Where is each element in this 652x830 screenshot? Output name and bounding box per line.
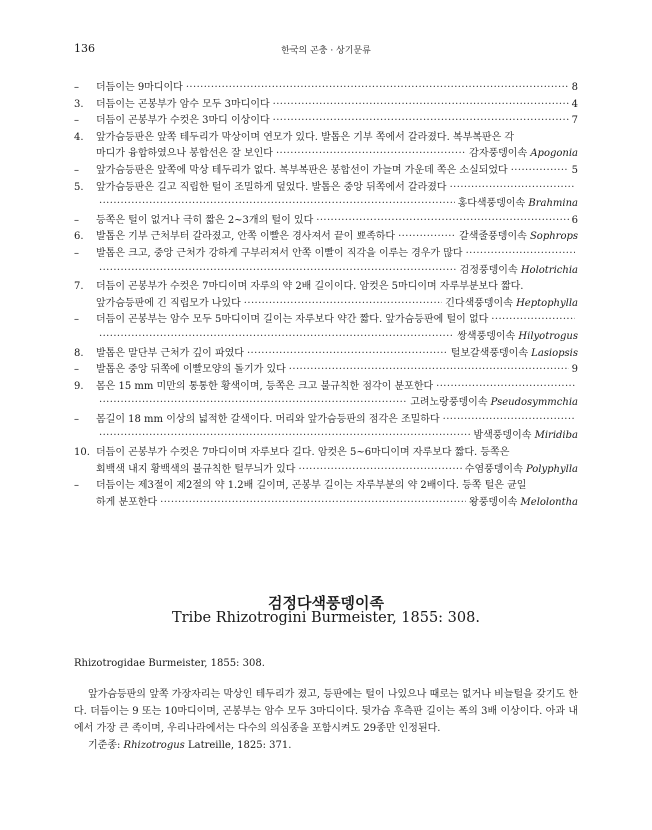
key-couplet: [74, 213, 578, 230]
result-genus-korean: 6: [571, 214, 578, 226]
result-genus-scientific: Polyphylla: [525, 463, 578, 475]
couplet-marker: 7.: [74, 281, 84, 293]
couplet-marker: –: [74, 214, 79, 226]
result-genus-scientific: Lasiopsis: [531, 347, 578, 359]
couplet-result: [458, 196, 578, 213]
running-title: 한국의 곤충 · 상기문류: [281, 46, 371, 56]
result-genus-korean: 검정풍뎅이속: [459, 264, 518, 276]
couplet-result: [572, 80, 578, 97]
result-genus-korean: 4: [571, 98, 578, 110]
type-species-label: 기준종:: [88, 740, 121, 751]
tribe-title-english: Tribe Rhizotrogini Burmeister, 1855: 308.: [172, 610, 480, 626]
key-couplet: [74, 346, 578, 363]
key-couplet: [74, 445, 578, 478]
couplet-result: [469, 495, 578, 512]
leader-dots: [316, 213, 568, 230]
couplet-text: 더듬이 곤봉부는 암수 모두 5마디이며 길이는 자루보다 약간 짧다. 앞가슴등판에 털이 없다: [96, 314, 489, 326]
key-line: [74, 296, 578, 313]
leader-dots: [99, 428, 470, 445]
couplet-text: 회백색 내지 황백색의 불규칙한 털무늬가 있다: [96, 463, 296, 475]
couplet-text: 더듬이는 제3절이 제2절의 약 1.2배 길이며, 곤봉부 길이는 자루부분의 약 2배이다. 등쪽 털은 균일: [96, 480, 527, 492]
result-genus-korean: 털보갈색풍뎅이속: [450, 347, 528, 359]
type-species-line: [74, 737, 578, 754]
couplet-text: 몸길이 18 mm 이상의 넓적한 갈색이다. 머리와 앞가슴등판의 점각은 조밀하다: [96, 413, 440, 425]
couplet-result: [465, 462, 578, 479]
leader-dots: [186, 80, 569, 97]
result-genus-korean: 밤색풍뎅이속: [473, 430, 532, 442]
key-line: [74, 180, 578, 197]
key-line: [74, 213, 578, 230]
type-species-author: Latreille, 1825: 371.: [187, 740, 292, 751]
page-header: [74, 42, 578, 58]
result-genus-korean: 쌍색풍뎅이속: [457, 330, 516, 342]
leader-dots: [298, 462, 461, 479]
key-line: [74, 346, 578, 363]
couplet-marker: –: [74, 364, 79, 376]
result-genus-korean: 7: [571, 115, 578, 127]
key-couplet: [74, 362, 578, 379]
key-couplet: [74, 478, 578, 511]
couplet-result: [445, 296, 578, 313]
couplet-text: 발톱은 크고, 중앙 근처가 강하게 구부러져서 안쪽 이빨이 직각을 이루는 경우가 많다: [96, 247, 463, 259]
key-line: [74, 246, 578, 263]
key-line: [74, 80, 578, 97]
key-couplet: [74, 246, 578, 279]
couplet-text: 발톱은 중앙 뒤쪽에 이빨모양의 돌기가 있다: [96, 364, 286, 376]
result-genus-scientific: Heptophylla: [516, 297, 578, 309]
key-couplet: [74, 412, 578, 445]
key-line: [74, 97, 578, 114]
leader-dots: [99, 196, 455, 213]
couplet-result: [460, 263, 578, 280]
leader-dots: [450, 180, 575, 197]
couplet-text: 앞가슴등판은 길고 직립한 털이 조밀하게 덮었다. 발톱은 중앙 뒤쪽에서 갈라졌다: [96, 181, 447, 193]
couplet-marker: –: [74, 480, 79, 492]
couplet-text: 하게 분포한다: [96, 496, 158, 508]
key-couplet: [74, 130, 578, 163]
couplet-text: 몸은 15 mm 미만의 통통한 황색이며, 등쪽은 크고 불규칙한 점각이 분포한다: [96, 380, 434, 392]
key-couplet: [74, 113, 578, 130]
leader-dots: [273, 113, 569, 130]
couplet-result: [572, 163, 578, 180]
key-couplet: [74, 312, 578, 345]
key-line: [74, 462, 578, 479]
leader-dots: [99, 263, 457, 280]
couplet-result: [473, 428, 578, 445]
result-genus-korean: 갈색줄풍뎅이속: [459, 231, 527, 243]
result-genus-korean: 홍다색풍뎅이속: [457, 198, 526, 210]
couplet-result: [572, 97, 578, 114]
key-line: [74, 379, 578, 396]
couplet-result: [572, 213, 578, 230]
couplet-text: 발톱은 기부 근처부터 갈라졌고, 안쪽 이빨은 경사져서 끝이 뾰족하다: [96, 231, 396, 243]
result-genus-scientific: Miridiba: [534, 430, 578, 442]
key-line: [74, 445, 578, 462]
leader-dots: [99, 395, 407, 412]
result-genus-korean: 9: [571, 364, 578, 376]
page-number: 136: [74, 42, 95, 55]
key-line: [74, 362, 578, 379]
leader-dots: [491, 312, 575, 329]
key-couplet: [74, 229, 578, 246]
result-genus-korean: 수염풍뎅이속: [464, 463, 523, 475]
couplet-text: 등쪽은 털이 없거나 극히 짧은 2~3개의 털이 있다: [96, 214, 314, 226]
identification-key: [74, 80, 578, 511]
couplet-marker: –: [74, 413, 79, 425]
couplet-text: 마디가 융합하였으나 봉합선은 잘 보인다: [96, 148, 273, 160]
leader-dots: [273, 97, 569, 114]
key-line: [74, 312, 578, 329]
leader-dots: [276, 146, 466, 163]
couplet-result: [459, 229, 578, 246]
tribe-title-korean: 검정다색풍뎅이족: [268, 594, 384, 612]
couplet-marker: –: [74, 82, 79, 93]
key-couplet: [74, 180, 578, 213]
key-line: [74, 395, 578, 412]
leader-dots: [289, 362, 569, 379]
key-couplet: [74, 80, 578, 97]
key-line: [74, 263, 578, 280]
couplet-marker: 9.: [74, 380, 84, 392]
couplet-marker: 10.: [74, 447, 90, 459]
couplet-result: [451, 346, 578, 363]
couplet-text: 더듬이는 곤봉부가 암수 모두 3마디이다: [96, 98, 270, 110]
key-line: [74, 428, 578, 445]
result-genus-scientific: Apogonia: [530, 148, 578, 160]
key-line: [74, 113, 578, 130]
couplet-text: 발톱은 말단부 근처가 깊이 파였다: [96, 347, 244, 359]
result-genus-korean: 왕풍뎅이속: [469, 496, 518, 508]
result-genus-scientific: Brahmina: [528, 198, 578, 210]
couplet-marker: 6.: [74, 231, 84, 243]
result-genus-korean: 5: [571, 164, 578, 176]
key-couplet: [74, 279, 578, 312]
couplet-marker: –: [74, 247, 79, 259]
key-line: [74, 329, 578, 346]
couplet-text: 더듬이 곤봉부가 수컷은 7마디이며 자루의 약 2배 길이이다. 암컷은 5마디이며 자루부분보다 짧다.: [96, 281, 524, 293]
key-line: [74, 163, 578, 180]
couplet-text: 앞가슴등판에 긴 직립모가 나있다: [96, 297, 241, 309]
result-genus-scientific: Holotrichia: [520, 264, 578, 276]
leader-dots: [436, 379, 575, 396]
key-line: [74, 495, 578, 512]
couplet-result: [469, 146, 578, 163]
key-line: [74, 130, 578, 147]
result-genus-korean: 8: [571, 82, 578, 93]
couplet-text: 더듬이 곤봉부가 수컷은 3마디 이상이다: [96, 115, 270, 127]
key-line: [74, 146, 578, 163]
couplet-text: 앞가슴등판은 앞쪽 테두리가 막상이며 연모가 있다. 발톱은 기부 쪽에서 갈라졌다. 복부복판은 각: [96, 131, 515, 143]
couplet-text: 더듬이 곤봉부가 수컷은 7마디이며 자루보다 길다. 암컷은 5~6마디이며 자루보다 짧다. 등쪽은: [96, 447, 510, 459]
key-line: [74, 229, 578, 246]
couplet-text: 앞가슴등판은 앞쪽에 막상 테두리가 없다. 복부복판은 봉합선이 가늘며 가운데 쪽은 소실되었다: [96, 164, 508, 176]
leader-dots: [466, 246, 575, 263]
couplet-text: 더듬이는 9마디이다: [96, 82, 183, 93]
couplet-marker: 3.: [74, 98, 84, 110]
result-genus-korean: 긴다색풍뎅이속: [445, 297, 513, 309]
leader-dots: [443, 412, 575, 429]
result-genus-scientific: Pseudosymmchia: [490, 397, 578, 409]
leader-dots: [160, 495, 466, 512]
result-genus-scientific: Hilyotrogus: [518, 330, 578, 342]
key-line: [74, 412, 578, 429]
synonym-line: Rhizotrogidae Burmeister, 1855: 308.: [74, 658, 265, 669]
result-genus-korean: 감자풍뎅이속: [469, 148, 528, 160]
leader-dots: [99, 329, 454, 346]
tribe-description: [74, 686, 578, 754]
leader-dots: [244, 296, 442, 313]
key-line: [74, 478, 578, 495]
couplet-marker: 4.: [74, 131, 84, 143]
couplet-result: [457, 329, 578, 346]
leader-dots: [247, 346, 448, 363]
key-couplet: [74, 97, 578, 114]
description-paragraph: 앞가슴등판의 앞쪽 가장자리는 막상인 테두리가 졌고, 등판에는 털이 나있으나 때로는 없거나 비늘털을 갖기도 한다. 더듬이는 9 또는 10마디이며, 곤봉부는 암수 모두 3마디이다. 뒷가슴 후측판 길이는 폭의 3배 이상이다. 아과 내에서 가장 큰 족이며, 우리나라에서는 다수의 의심종을 포함시켜도 29종만 인정된다.: [74, 689, 578, 734]
type-species-genus: Rhizotrogus: [123, 740, 185, 751]
couplet-marker: –: [74, 314, 79, 326]
couplet-marker: 5.: [74, 181, 84, 193]
couplet-marker: 8.: [74, 347, 84, 359]
couplet-result: [572, 362, 578, 379]
leader-dots: [511, 163, 569, 180]
key-line: [74, 279, 578, 296]
result-genus-korean: 고려노랑풍뎅이속: [410, 397, 488, 409]
leader-dots: [398, 229, 456, 246]
couplet-marker: –: [74, 164, 79, 176]
result-genus-scientific: Sophrops: [529, 231, 578, 243]
key-line: [74, 196, 578, 213]
couplet-result: [572, 113, 578, 130]
key-couplet: [74, 163, 578, 180]
couplet-marker: –: [74, 115, 79, 127]
couplet-result: [410, 395, 578, 412]
key-couplet: [74, 379, 578, 412]
result-genus-scientific: Melolontha: [520, 496, 578, 508]
